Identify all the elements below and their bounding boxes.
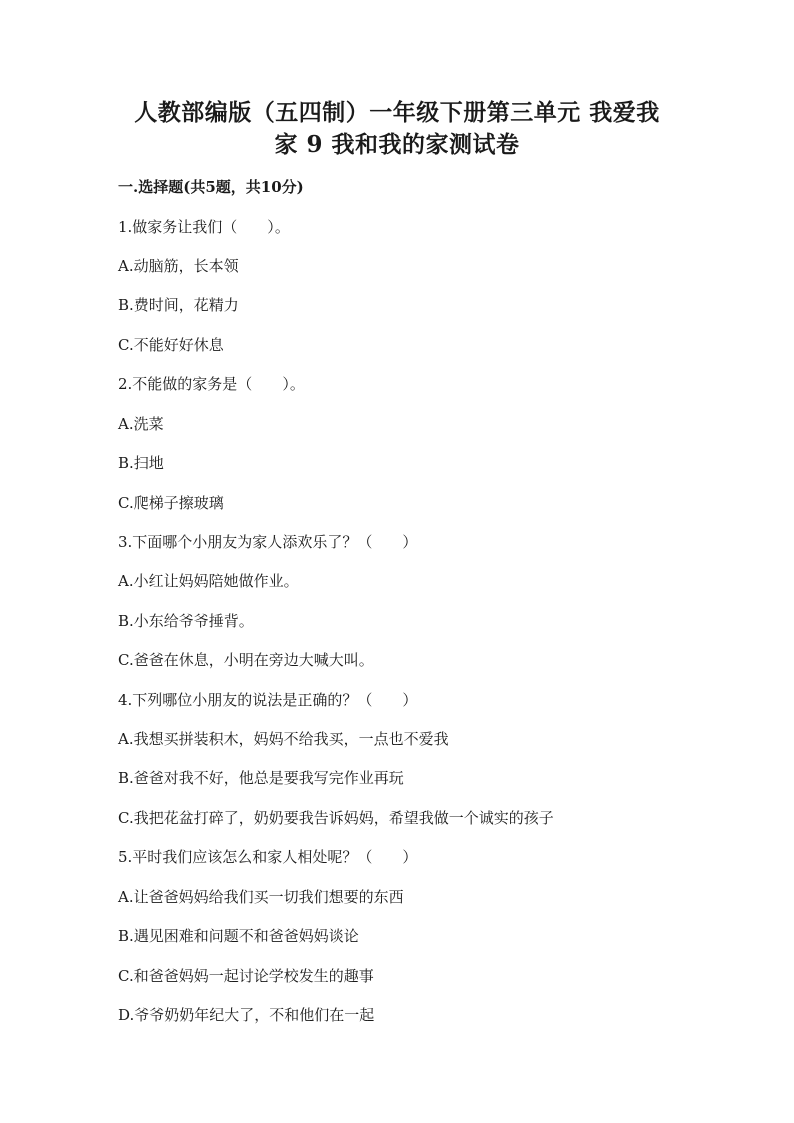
question-5-option-a: A.让爸爸妈妈给我们买一切我们想要的东西 [118,888,404,906]
question-4-stem: 4.下列哪位小朋友的说法是正确的？（ ） [118,691,418,709]
question-3-option-c: C.爸爸在休息，小明在旁边大喊大叫。 [118,651,374,669]
question-1-option-b: B.费时间，花精力 [118,296,239,314]
question-3-stem: 3.下面哪个小朋友为家人添欢乐了？（ ） [118,533,418,551]
page-title-line-1: 人教部编版（五四制）一年级下册第三单元 我爱我 [134,99,660,126]
question-2-stem: 2.不能做的家务是（ ）。 [118,375,305,393]
section-heading: 一.选择题(共5题，共10分) [118,178,304,196]
question-4-option-b: B.爸爸对我不好，他总是要我写完作业再玩 [118,769,404,787]
question-5-option-c: C.和爸爸妈妈一起讨论学校发生的趣事 [118,967,374,985]
question-5-option-d: D.爷爷奶奶年纪大了，不和他们在一起 [118,1006,375,1024]
question-4-option-c: C.我把花盆打碎了，奶奶要我告诉妈妈，希望我做一个诚实的孩子 [118,809,554,827]
question-2-option-c: C.爬梯子擦玻璃 [118,494,224,512]
question-2-option-b: B.扫地 [118,454,164,472]
question-1-stem: 1.做家务让我们（ ）。 [118,218,290,236]
question-1-option-c: C.不能好好休息 [118,336,224,354]
question-4-option-a: A.我想买拼装积木，妈妈不给我买，一点也不爱我 [118,730,449,748]
question-5-option-b: B.遇见困难和问题不和爸爸妈妈谈论 [118,927,359,945]
question-2-option-a: A.洗菜 [118,415,164,433]
question-3-option-a: A.小红让妈妈陪她做作业。 [118,572,299,590]
page-title-line-2: 家 9 我和我的家测试卷 [274,131,520,158]
question-3-option-b: B.小东给爷爷捶背。 [118,612,254,630]
question-1-option-a: A.动脑筋，长本领 [118,257,239,275]
question-5-stem: 5.平时我们应该怎么和家人相处呢？（ ） [118,848,418,866]
